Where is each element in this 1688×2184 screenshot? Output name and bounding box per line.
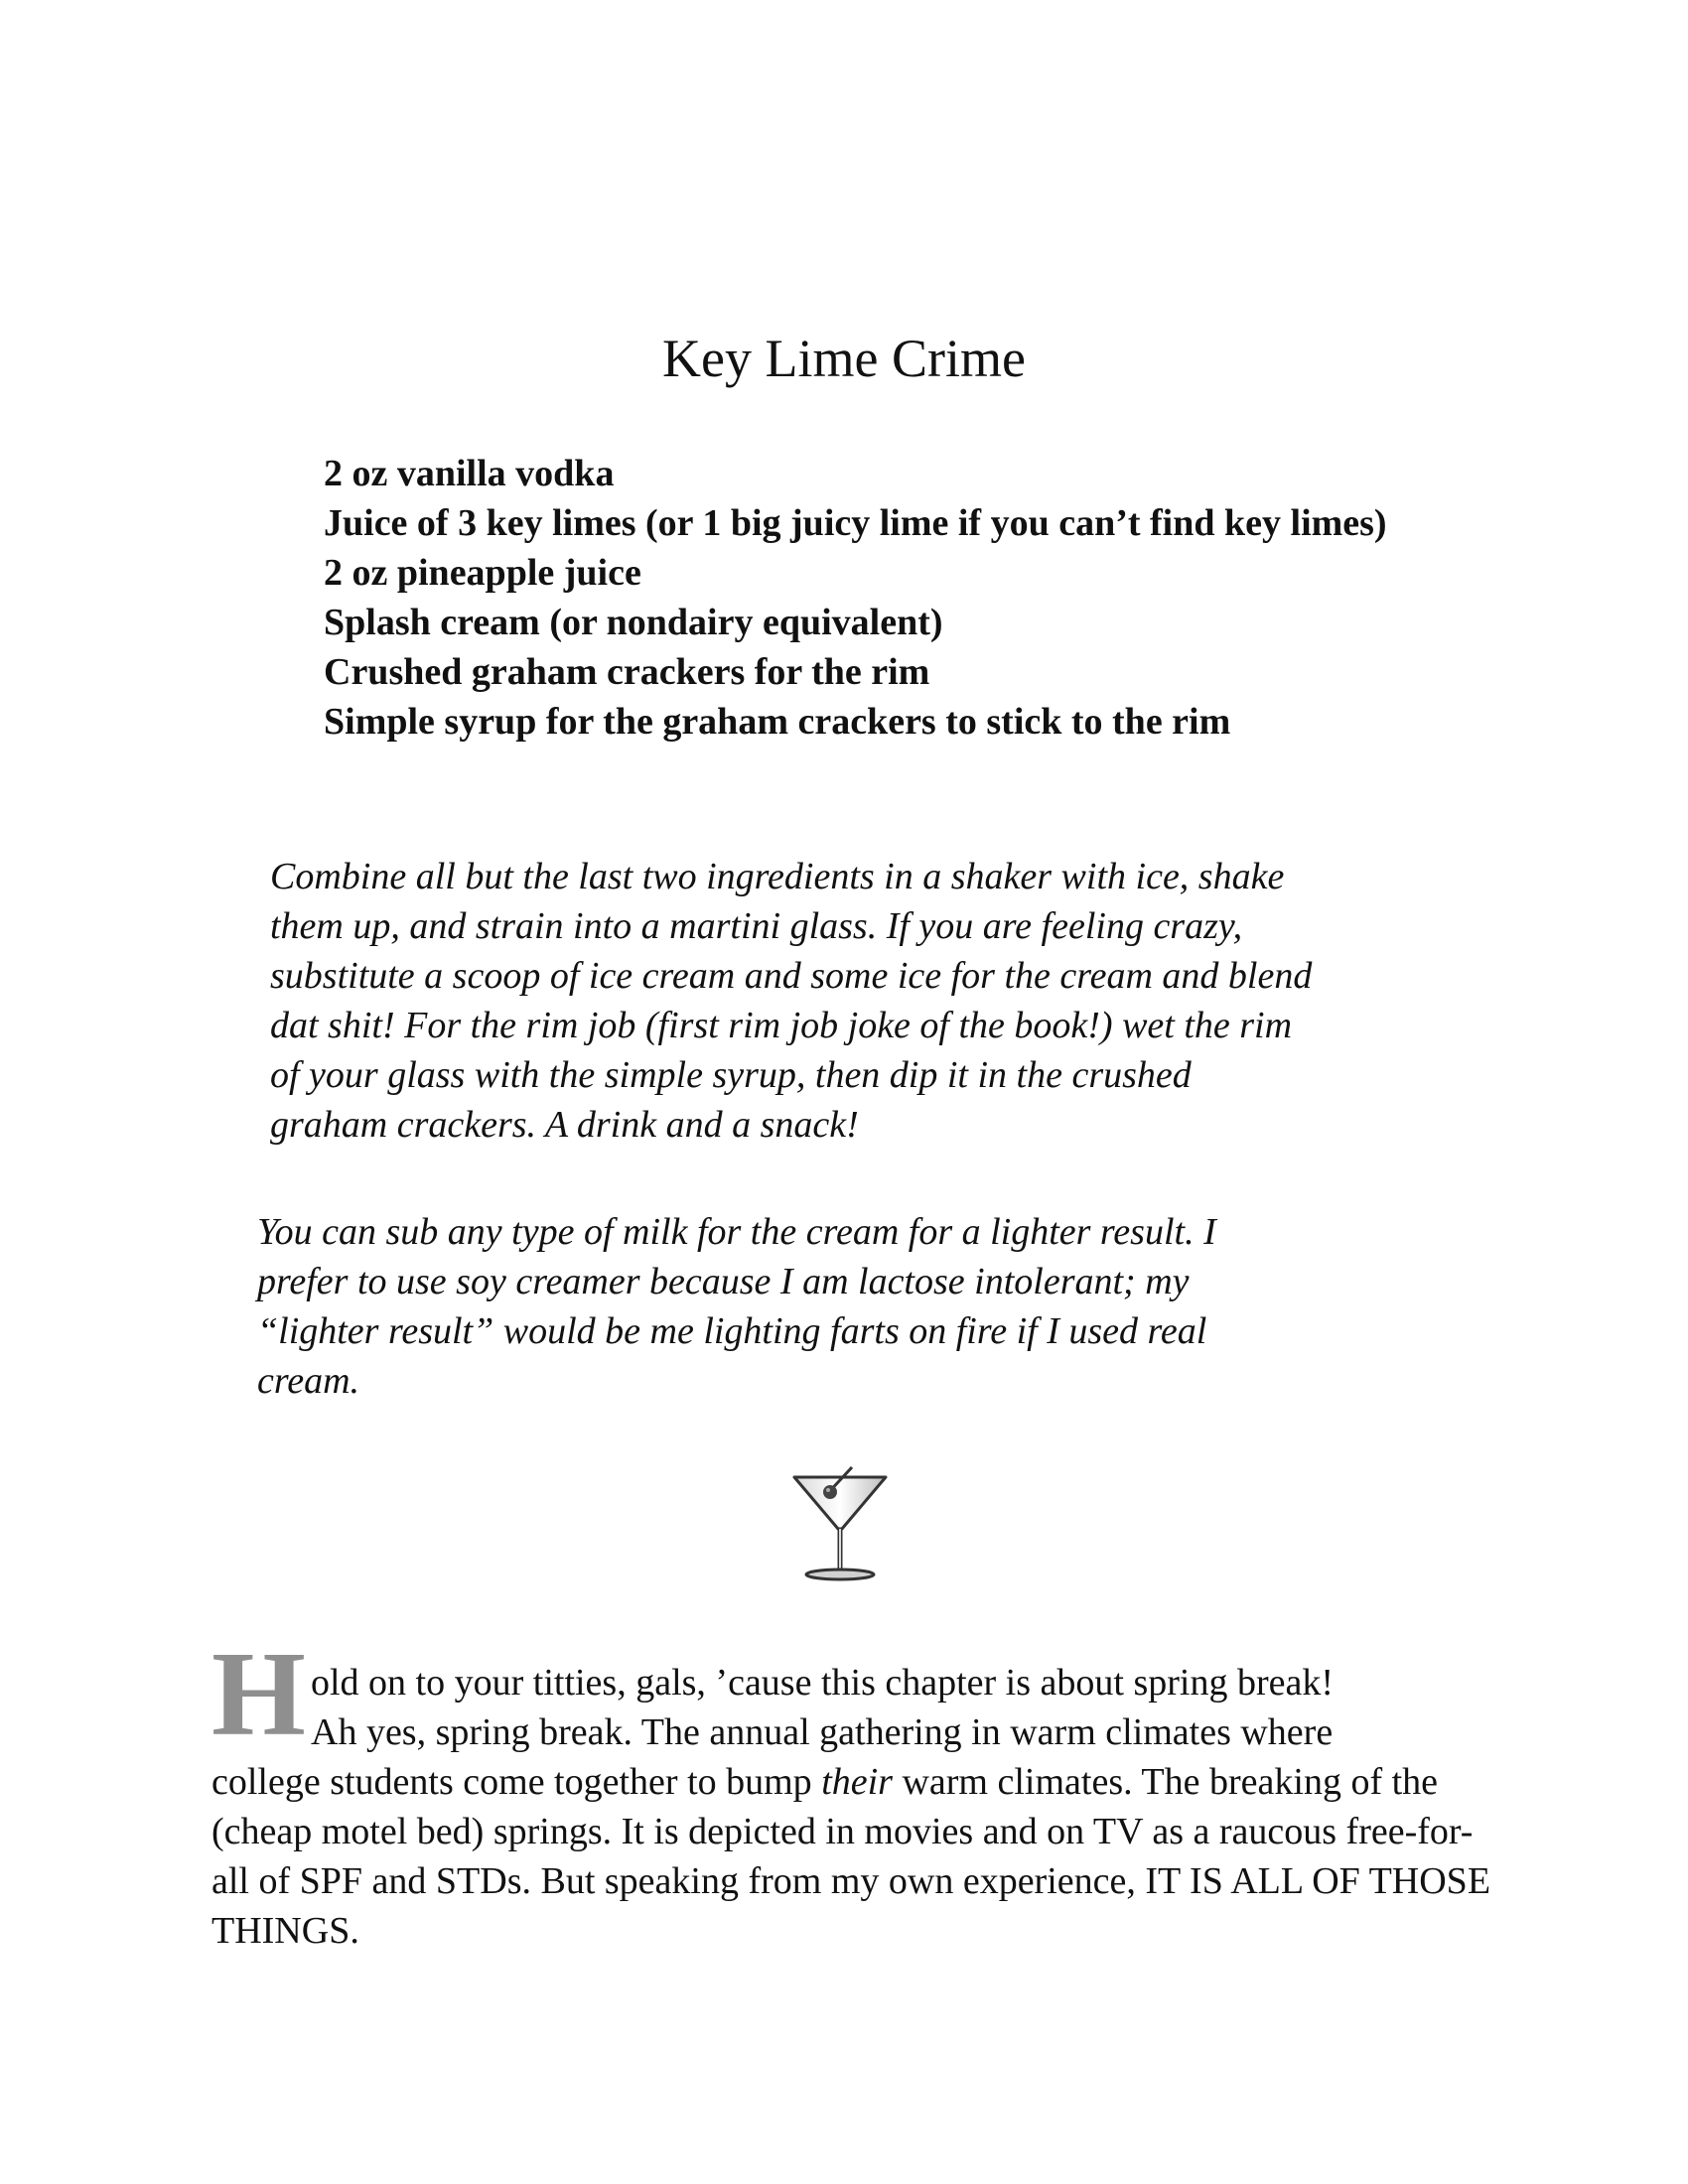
body-line: warm climates. The breaking [892,1761,1341,1803]
body-emphasis: their [821,1761,893,1803]
body-line: old on to your titties, gals, ’cause this chapter is about spring break! [311,1662,1334,1704]
martini-glass-icon [790,1465,890,1584]
body-line: college students come together to bump [211,1761,822,1803]
body-paragraph [211,1658,1502,1956]
recipe-instructions: Combine all but the last two ingredients in a shaker with ice, shake them up, and strain into a martini glass. If you are feeling crazy, substitute a scoop of ice cream and some ice for the cream and blend dat shit! For the rim job (first rim job joke of the book!) wet the rim of your glass with the simple syrup, then dip it in the crushed graham crackers. A drink and a snack! [270,856,1313,1146]
recipe-title: Key Lime Crime [662,329,1026,388]
ingredient-item: 2 oz vanilla vodka [324,453,615,494]
ingredient-item: Crushed graham crackers for the rim [324,651,930,693]
ingredient-item: Splash cream (or nondairy equivalent) [324,602,943,643]
ingredient-item: 2 oz pineapple juice [324,552,641,594]
body-line: of the (cheap motel bed) springs. It is depicted in movies and on TV as a raucous free-for-all of SPF and STDs. But speaking from my own experience, IT IS ALL OF THOSE THINGS. [211,1761,1491,1952]
ingredient-item: Simple syrup for the graham crackers to stick to the rim [324,701,1231,743]
body-line: Ah yes, spring break. The annual gathering in warm climates where [311,1711,1334,1753]
ingredient-item: Juice of 3 key limes (or 1 big juicy lime if you can’t find key limes) [324,502,1387,544]
drop-cap: H [211,1627,306,1761]
recipe-note: You can sub any type of milk for the cream for a lighter result. I prefer to use soy creamer because I am lactose intolerant; my “lighter result” would be me lighting farts on fire if I used real cream. [257,1211,1216,1402]
ingredient-list [324,449,1416,747]
